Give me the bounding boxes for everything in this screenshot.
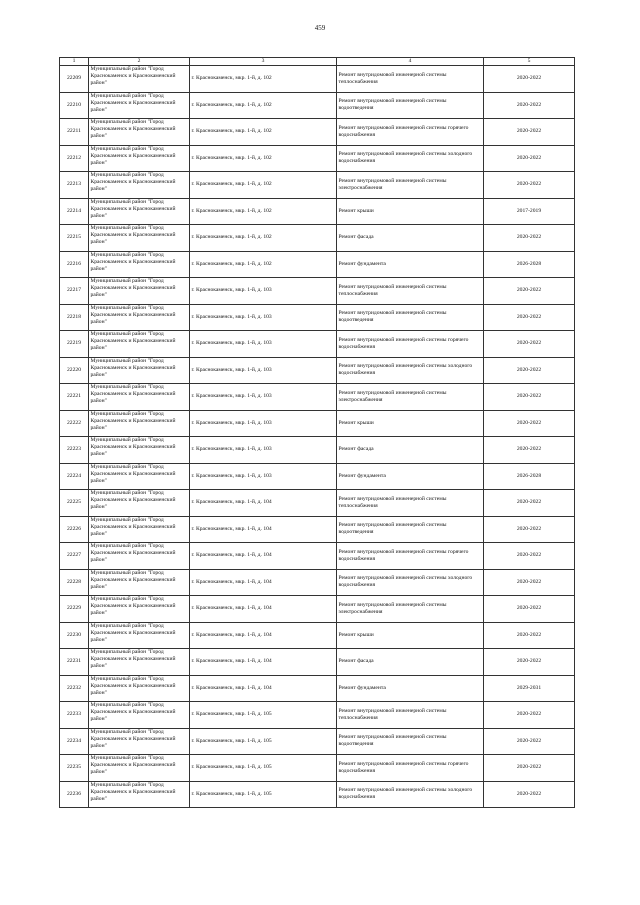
table-row <box>60 251 575 278</box>
district-cell: Муниципальный район "Город Краснокаменск и Краснокаменский район" <box>89 198 190 225</box>
address-cell: г. Краснокаменск, мкр. 1-й, д. 103 <box>190 331 337 358</box>
table-row <box>60 172 575 199</box>
address-cell: г. Краснокаменск, мкр. 1-й, д. 102 <box>190 119 337 146</box>
address-cell: г. Краснокаменск, мкр. 1-й, д. 104 <box>190 516 337 543</box>
address-cell: г. Краснокаменск, мкр. 1-й, д. 105 <box>190 728 337 755</box>
period-cell: 2020-2022 <box>484 622 575 649</box>
row-number-cell: 22210 <box>60 92 89 119</box>
table-row <box>60 198 575 225</box>
address-cell: г. Краснокаменск, мкр. 1-й, д. 102 <box>190 66 337 93</box>
period-cell: 2029-2031 <box>484 675 575 702</box>
district-cell: Муниципальный район "Город Краснокаменск и Краснокаменский район" <box>89 702 190 729</box>
column-header: 3 <box>190 58 337 66</box>
row-number-cell: 22217 <box>60 278 89 305</box>
table-row <box>60 728 575 755</box>
period-cell: 2020-2022 <box>484 410 575 437</box>
repair-schedule-table <box>59 57 575 808</box>
table-body <box>60 66 575 808</box>
row-number-cell: 22230 <box>60 622 89 649</box>
work-type-cell: Ремонт фундамента <box>337 675 484 702</box>
work-type-cell: Ремонт внутридомовой инженерной системы холодного водоснабжения <box>337 145 484 172</box>
period-cell: 2020-2022 <box>484 225 575 252</box>
period-cell: 2017-2019 <box>484 198 575 225</box>
address-cell: г. Краснокаменск, мкр. 1-й, д. 103 <box>190 463 337 490</box>
column-header: 5 <box>484 58 575 66</box>
period-cell: 2020-2022 <box>484 145 575 172</box>
period-cell: 2020-2022 <box>484 92 575 119</box>
table-row <box>60 278 575 305</box>
row-number-cell: 22209 <box>60 66 89 93</box>
district-cell: Муниципальный район "Город Краснокаменск и Краснокаменский район" <box>89 516 190 543</box>
district-cell: Муниципальный район "Город Краснокаменск и Краснокаменский район" <box>89 66 190 93</box>
district-cell: Муниципальный район "Город Краснокаменск и Краснокаменский район" <box>89 569 190 596</box>
row-number-cell: 22231 <box>60 649 89 676</box>
row-number-cell: 22211 <box>60 119 89 146</box>
period-cell: 2020-2022 <box>484 172 575 199</box>
period-cell: 2020-2022 <box>484 66 575 93</box>
table-row <box>60 675 575 702</box>
district-cell: Муниципальный район "Город Краснокаменск и Краснокаменский район" <box>89 675 190 702</box>
address-cell: г. Краснокаменск, мкр. 1-й, д. 105 <box>190 781 337 808</box>
district-cell: Муниципальный район "Город Краснокаменск и Краснокаменский район" <box>89 728 190 755</box>
work-type-cell: Ремонт внутридомовой инженерной системы электроснабжения <box>337 596 484 623</box>
address-cell: г. Краснокаменск, мкр. 1-й, д. 103 <box>190 357 337 384</box>
district-cell: Муниципальный район "Город Краснокаменск и Краснокаменский район" <box>89 331 190 358</box>
work-type-cell: Ремонт внутридомовой инженерной системы горячего водоснабжения <box>337 119 484 146</box>
address-cell: г. Краснокаменск, мкр. 1-й, д. 102 <box>190 172 337 199</box>
district-cell: Муниципальный район "Город Краснокаменск и Краснокаменский район" <box>89 92 190 119</box>
table-row <box>60 596 575 623</box>
address-cell: г. Краснокаменск, мкр. 1-й, д. 103 <box>190 384 337 411</box>
work-type-cell: Ремонт фасада <box>337 437 484 464</box>
address-cell: г. Краснокаменск, мкр. 1-й, д. 104 <box>190 622 337 649</box>
row-number-cell: 22215 <box>60 225 89 252</box>
row-number-cell: 22223 <box>60 437 89 464</box>
column-header: 4 <box>337 58 484 66</box>
work-type-cell: Ремонт крыши <box>337 622 484 649</box>
table-row <box>60 490 575 517</box>
row-number-cell: 22234 <box>60 728 89 755</box>
district-cell: Муниципальный район "Город Краснокаменск и Краснокаменский район" <box>89 463 190 490</box>
address-cell: г. Краснокаменск, мкр. 1-й, д. 103 <box>190 304 337 331</box>
address-cell: г. Краснокаменск, мкр. 1-й, д. 102 <box>190 198 337 225</box>
district-cell: Муниципальный район "Город Краснокаменск и Краснокаменский район" <box>89 304 190 331</box>
address-cell: г. Краснокаменск, мкр. 1-й, д. 102 <box>190 225 337 252</box>
work-type-cell: Ремонт фасада <box>337 225 484 252</box>
district-cell: Муниципальный район "Город Краснокаменск и Краснокаменский район" <box>89 145 190 172</box>
address-cell: г. Краснокаменск, мкр. 1-й, д. 104 <box>190 569 337 596</box>
period-cell: 2020-2022 <box>484 516 575 543</box>
work-type-cell: Ремонт внутридомовой инженерной системы электроснабжения <box>337 172 484 199</box>
table-row <box>60 357 575 384</box>
district-cell: Муниципальный район "Город Краснокаменск и Краснокаменский район" <box>89 225 190 252</box>
table-row <box>60 755 575 782</box>
work-type-cell: Ремонт внутридомовой инженерной системы холодного водоснабжения <box>337 357 484 384</box>
table-row <box>60 463 575 490</box>
address-cell: г. Краснокаменск, мкр. 1-й, д. 104 <box>190 543 337 570</box>
address-cell: г. Краснокаменск, мкр. 1-й, д. 104 <box>190 490 337 517</box>
work-type-cell: Ремонт внутридомовой инженерной системы водоотведения <box>337 92 484 119</box>
table-row <box>60 119 575 146</box>
work-type-cell: Ремонт внутридомовой инженерной системы теплоснабжения <box>337 702 484 729</box>
table-row <box>60 622 575 649</box>
address-cell: г. Краснокаменск, мкр. 1-й, д. 104 <box>190 649 337 676</box>
row-number-cell: 22216 <box>60 251 89 278</box>
district-cell: Муниципальный район "Город Краснокаменск и Краснокаменский район" <box>89 755 190 782</box>
address-cell: г. Краснокаменск, мкр. 1-й, д. 103 <box>190 278 337 305</box>
table-row <box>60 384 575 411</box>
period-cell: 2020-2022 <box>484 702 575 729</box>
work-type-cell: Ремонт внутридомовой инженерной системы водоотведения <box>337 516 484 543</box>
table-row <box>60 649 575 676</box>
address-cell: г. Краснокаменск, мкр. 1-й, д. 102 <box>190 251 337 278</box>
header-row <box>60 58 575 66</box>
table-row <box>60 410 575 437</box>
address-cell: г. Краснокаменск, мкр. 1-й, д. 102 <box>190 92 337 119</box>
row-number-cell: 22221 <box>60 384 89 411</box>
address-cell: г. Краснокаменск, мкр. 1-й, д. 103 <box>190 437 337 464</box>
work-type-cell: Ремонт внутридомовой инженерной системы теплоснабжения <box>337 66 484 93</box>
district-cell: Муниципальный район "Город Краснокаменск и Краснокаменский район" <box>89 596 190 623</box>
work-type-cell: Ремонт внутридомовой инженерной системы холодного водоснабжения <box>337 569 484 596</box>
row-number-cell: 22213 <box>60 172 89 199</box>
work-type-cell: Ремонт фасада <box>337 649 484 676</box>
table-row <box>60 331 575 358</box>
work-type-cell: Ремонт фундамента <box>337 251 484 278</box>
row-number-cell: 22225 <box>60 490 89 517</box>
work-type-cell: Ремонт внутридомовой инженерной системы водоотведения <box>337 304 484 331</box>
work-type-cell: Ремонт крыши <box>337 410 484 437</box>
district-cell: Муниципальный район "Город Краснокаменск и Краснокаменский район" <box>89 622 190 649</box>
period-cell: 2020-2022 <box>484 781 575 808</box>
period-cell: 2020-2022 <box>484 437 575 464</box>
work-type-cell: Ремонт крыши <box>337 198 484 225</box>
work-type-cell: Ремонт внутридомовой инженерной системы горячего водоснабжения <box>337 331 484 358</box>
work-type-cell: Ремонт внутридомовой инженерной системы водоотведения <box>337 728 484 755</box>
page-number: 459 <box>314 24 326 32</box>
address-cell: г. Краснокаменск, мкр. 1-й, д. 102 <box>190 145 337 172</box>
period-cell: 2020-2022 <box>484 304 575 331</box>
table-row <box>60 304 575 331</box>
period-cell: 2020-2022 <box>484 490 575 517</box>
period-cell: 2026-2028 <box>484 251 575 278</box>
row-number-cell: 22214 <box>60 198 89 225</box>
row-number-cell: 22226 <box>60 516 89 543</box>
period-cell: 2020-2022 <box>484 278 575 305</box>
period-cell: 2020-2022 <box>484 755 575 782</box>
table-row <box>60 437 575 464</box>
district-cell: Муниципальный район "Город Краснокаменск и Краснокаменский район" <box>89 357 190 384</box>
district-cell: Муниципальный район "Город Краснокаменск и Краснокаменский район" <box>89 649 190 676</box>
period-cell: 2020-2022 <box>484 357 575 384</box>
row-number-cell: 22228 <box>60 569 89 596</box>
row-number-cell: 22232 <box>60 675 89 702</box>
work-type-cell: Ремонт внутридомовой инженерной системы теплоснабжения <box>337 278 484 305</box>
address-cell: г. Краснокаменск, мкр. 1-й, д. 104 <box>190 596 337 623</box>
row-number-cell: 22212 <box>60 145 89 172</box>
table-row <box>60 145 575 172</box>
row-number-cell: 22222 <box>60 410 89 437</box>
row-number-cell: 22220 <box>60 357 89 384</box>
period-cell: 2020-2022 <box>484 728 575 755</box>
period-cell: 2020-2022 <box>484 596 575 623</box>
row-number-cell: 22236 <box>60 781 89 808</box>
district-cell: Муниципальный район "Город Краснокаменск и Краснокаменский район" <box>89 278 190 305</box>
table-row <box>60 92 575 119</box>
table-row <box>60 66 575 93</box>
work-type-cell: Ремонт фундамента <box>337 463 484 490</box>
address-cell: г. Краснокаменск, мкр. 1-й, д. 104 <box>190 675 337 702</box>
row-number-cell: 22227 <box>60 543 89 570</box>
address-cell: г. Краснокаменск, мкр. 1-й, д. 105 <box>190 702 337 729</box>
work-type-cell: Ремонт внутридомовой инженерной системы холодного водоснабжения <box>337 781 484 808</box>
work-type-cell: Ремонт внутридомовой инженерной системы горячего водоснабжения <box>337 755 484 782</box>
district-cell: Муниципальный район "Город Краснокаменск и Краснокаменский район" <box>89 543 190 570</box>
address-cell: г. Краснокаменск, мкр. 1-й, д. 105 <box>190 755 337 782</box>
district-cell: Муниципальный район "Город Краснокаменск и Краснокаменский район" <box>89 251 190 278</box>
table-row <box>60 225 575 252</box>
period-cell: 2020-2022 <box>484 384 575 411</box>
period-cell: 2026-2028 <box>484 463 575 490</box>
district-cell: Муниципальный район "Город Краснокаменск и Краснокаменский район" <box>89 410 190 437</box>
work-type-cell: Ремонт внутридомовой инженерной системы горячего водоснабжения <box>337 543 484 570</box>
work-type-cell: Ремонт внутридомовой инженерной системы электроснабжения <box>337 384 484 411</box>
row-number-cell: 22235 <box>60 755 89 782</box>
period-cell: 2020-2022 <box>484 331 575 358</box>
district-cell: Муниципальный район "Город Краснокаменск и Краснокаменский район" <box>89 172 190 199</box>
row-number-cell: 22219 <box>60 331 89 358</box>
period-cell: 2020-2022 <box>484 119 575 146</box>
address-cell: г. Краснокаменск, мкр. 1-й, д. 103 <box>190 410 337 437</box>
work-type-cell: Ремонт внутридомовой инженерной системы теплоснабжения <box>337 490 484 517</box>
district-cell: Муниципальный район "Город Краснокаменск и Краснокаменский район" <box>89 490 190 517</box>
table-row <box>60 569 575 596</box>
row-number-cell: 22224 <box>60 463 89 490</box>
period-cell: 2020-2022 <box>484 569 575 596</box>
table-row <box>60 543 575 570</box>
district-cell: Муниципальный район "Город Краснокаменск и Краснокаменский район" <box>89 437 190 464</box>
table-row <box>60 516 575 543</box>
district-cell: Муниципальный район "Город Краснокаменск и Краснокаменский район" <box>89 119 190 146</box>
column-header: 2 <box>89 58 190 66</box>
period-cell: 2020-2022 <box>484 649 575 676</box>
row-number-cell: 22218 <box>60 304 89 331</box>
district-cell: Муниципальный район "Город Краснокаменск и Краснокаменский район" <box>89 781 190 808</box>
column-header: 1 <box>60 58 89 66</box>
row-number-cell: 22233 <box>60 702 89 729</box>
district-cell: Муниципальный район "Город Краснокаменск и Краснокаменский район" <box>89 384 190 411</box>
period-cell: 2020-2022 <box>484 543 575 570</box>
table-row <box>60 781 575 808</box>
row-number-cell: 22229 <box>60 596 89 623</box>
table-row <box>60 702 575 729</box>
